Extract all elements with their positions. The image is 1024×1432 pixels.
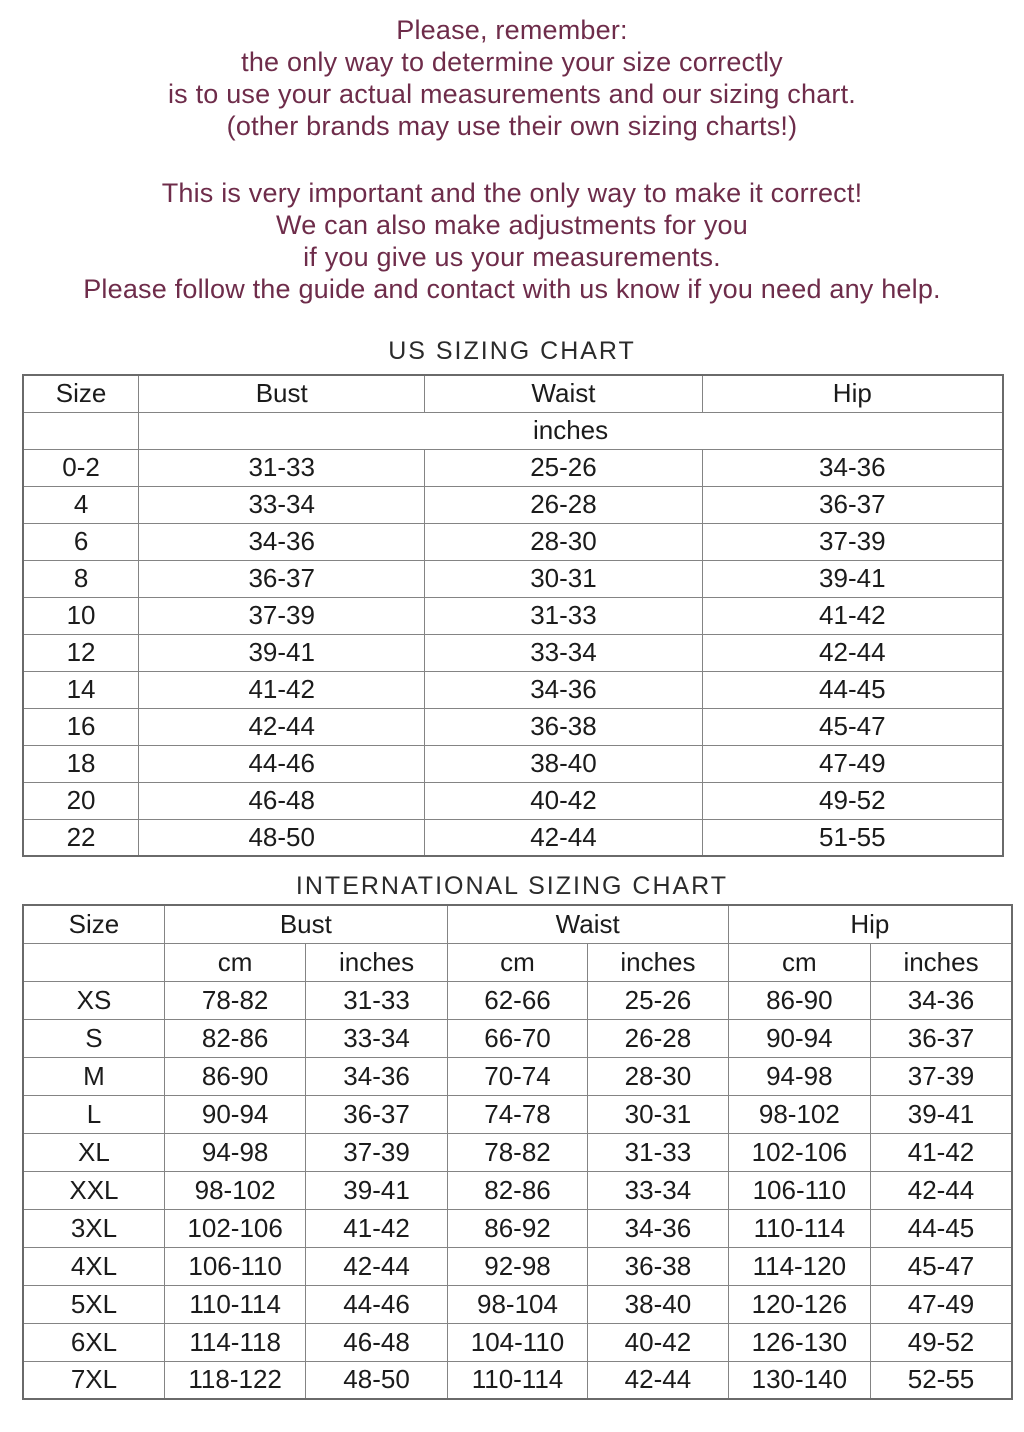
- table-cell: 42-44: [588, 1361, 728, 1399]
- column-header-size: Size: [23, 905, 164, 943]
- table-row: [23, 1133, 1012, 1171]
- table-row: [23, 1247, 1012, 1285]
- table-cell: M: [23, 1057, 164, 1095]
- column-header-waist: Waist: [425, 375, 702, 412]
- us-chart-title: US SIZING CHART: [388, 337, 636, 365]
- table-cell: 42-44: [425, 819, 702, 856]
- table-cell: 49-52: [871, 1323, 1012, 1361]
- table-cell: 37-39: [139, 597, 425, 634]
- table-cell: 26-28: [425, 486, 702, 523]
- table-cell: 8: [23, 560, 139, 597]
- table-cell: 20: [23, 782, 139, 819]
- table-cell: 48-50: [139, 819, 425, 856]
- table-row: [23, 1095, 1012, 1133]
- table-cell: 30-31: [588, 1095, 728, 1133]
- table-cell: 130-140: [728, 1361, 870, 1399]
- table-cell: 110-114: [728, 1209, 870, 1247]
- table-cell: 86-90: [728, 981, 870, 1019]
- table-cell: 37-39: [306, 1133, 447, 1171]
- table-cell: 94-98: [728, 1057, 870, 1095]
- table-cell: 34-36: [139, 523, 425, 560]
- table-cell: 39-41: [871, 1095, 1012, 1133]
- table-cell: 34-36: [306, 1057, 447, 1095]
- column-header-waist: Waist: [447, 905, 728, 943]
- table-cell: 12: [23, 634, 139, 671]
- international-sizing-table: [22, 904, 1013, 1400]
- table-cell: 45-47: [702, 708, 1003, 745]
- table-cell: 38-40: [588, 1285, 728, 1323]
- column-header-size: Size: [23, 375, 139, 412]
- table-cell: 102-106: [164, 1209, 305, 1247]
- table-cell: 33-34: [425, 634, 702, 671]
- intro-line: This is very important and the only way to make it correct!: [161, 178, 863, 208]
- unit-label-cm: cm: [447, 943, 587, 981]
- empty-cell: [23, 412, 139, 449]
- table-cell: 31-33: [306, 981, 447, 1019]
- table-cell: 86-92: [447, 1209, 587, 1247]
- table-cell: 42-44: [306, 1247, 447, 1285]
- table-cell: 46-48: [306, 1323, 447, 1361]
- table-row: [23, 1323, 1012, 1361]
- empty-cell: [23, 943, 164, 981]
- table-row: [23, 523, 1003, 560]
- table-cell: 98-102: [728, 1095, 870, 1133]
- table-row: [23, 708, 1003, 745]
- table-cell: 36-38: [425, 708, 702, 745]
- table-cell: 70-74: [447, 1057, 587, 1095]
- table-cell: 39-41: [139, 634, 425, 671]
- us-unit-row: [23, 412, 1003, 449]
- table-cell: 126-130: [728, 1323, 870, 1361]
- table-cell: 46-48: [139, 782, 425, 819]
- table-cell: 34-36: [425, 671, 702, 708]
- table-cell: 34-36: [702, 449, 1003, 486]
- intro-line: Please, remember:: [396, 15, 628, 45]
- table-cell: 102-106: [728, 1133, 870, 1171]
- table-row: [23, 981, 1012, 1019]
- column-header-hip: Hip: [728, 905, 1012, 943]
- table-row: [23, 1171, 1012, 1209]
- table-cell: 33-34: [588, 1171, 728, 1209]
- table-cell: 118-122: [164, 1361, 305, 1399]
- table-cell: 4XL: [23, 1247, 164, 1285]
- table-cell: 6: [23, 523, 139, 560]
- table-cell: 40-42: [588, 1323, 728, 1361]
- table-cell: 106-110: [728, 1171, 870, 1209]
- table-cell: 10: [23, 597, 139, 634]
- table-cell: 90-94: [728, 1019, 870, 1057]
- table-row: [23, 671, 1003, 708]
- table-cell: 28-30: [588, 1057, 728, 1095]
- table-cell: 44-46: [306, 1285, 447, 1323]
- table-cell: 82-86: [164, 1019, 305, 1057]
- table-cell: 36-37: [139, 560, 425, 597]
- table-cell: 48-50: [306, 1361, 447, 1399]
- table-cell: 7XL: [23, 1361, 164, 1399]
- table-row: [23, 1019, 1012, 1057]
- table-cell: 16: [23, 708, 139, 745]
- table-cell: 40-42: [425, 782, 702, 819]
- table-row: [23, 1285, 1012, 1323]
- table-cell: 90-94: [164, 1095, 305, 1133]
- table-cell: 114-118: [164, 1323, 305, 1361]
- intro-text-block: [0, 0, 1024, 305]
- table-cell: 4: [23, 486, 139, 523]
- table-cell: 0-2: [23, 449, 139, 486]
- table-cell: 45-47: [871, 1247, 1012, 1285]
- table-row: [23, 745, 1003, 782]
- table-cell: S: [23, 1019, 164, 1057]
- table-cell: 31-33: [139, 449, 425, 486]
- table-cell: 31-33: [588, 1133, 728, 1171]
- us-header-row: [23, 375, 1003, 412]
- table-cell: 94-98: [164, 1133, 305, 1171]
- intro-line: We can also make adjustments for you: [276, 210, 748, 240]
- table-row: [23, 560, 1003, 597]
- table-cell: 38-40: [425, 745, 702, 782]
- table-cell: 98-102: [164, 1171, 305, 1209]
- table-cell: 34-36: [588, 1209, 728, 1247]
- table-cell: 74-78: [447, 1095, 587, 1133]
- table-cell: 14: [23, 671, 139, 708]
- table-cell: 78-82: [447, 1133, 587, 1171]
- table-row: [23, 486, 1003, 523]
- table-row: [23, 1209, 1012, 1247]
- unit-label-inches: inches: [306, 943, 447, 981]
- table-cell: 82-86: [447, 1171, 587, 1209]
- table-cell: 34-36: [871, 981, 1012, 1019]
- table-cell: 49-52: [702, 782, 1003, 819]
- table-cell: 33-34: [306, 1019, 447, 1057]
- table-cell: 6XL: [23, 1323, 164, 1361]
- intro-line: if you give us your measurements.: [303, 242, 721, 272]
- table-cell: 36-37: [871, 1019, 1012, 1057]
- table-cell: XXL: [23, 1171, 164, 1209]
- intro-line: is to use your actual measurements and our sizing chart.: [167, 79, 857, 109]
- table-cell: 44-45: [871, 1209, 1012, 1247]
- table-cell: 3XL: [23, 1209, 164, 1247]
- unit-label-cm: cm: [728, 943, 870, 981]
- table-cell: 110-114: [447, 1361, 587, 1399]
- table-cell: L: [23, 1095, 164, 1133]
- table-cell: 104-110: [447, 1323, 587, 1361]
- unit-label-inches: inches: [871, 943, 1012, 981]
- unit-label-inches: inches: [139, 412, 1003, 449]
- table-cell: 22: [23, 819, 139, 856]
- table-row: [23, 597, 1003, 634]
- table-row: [23, 782, 1003, 819]
- international-chart-title: INTERNATIONAL SIZING CHART: [295, 872, 729, 900]
- table-cell: 42-44: [702, 634, 1003, 671]
- intro-line: Please follow the guide and contact with us know if you need any help.: [83, 274, 941, 304]
- unit-label-cm: cm: [164, 943, 305, 981]
- table-cell: 114-120: [728, 1247, 870, 1285]
- table-cell: 33-34: [139, 486, 425, 523]
- paragraph-spacer: [0, 142, 1024, 177]
- table-cell: 47-49: [702, 745, 1003, 782]
- table-cell: 39-41: [306, 1171, 447, 1209]
- table-row: [23, 1361, 1012, 1399]
- column-header-hip: Hip: [702, 375, 1003, 412]
- table-cell: 25-26: [425, 449, 702, 486]
- intro-line: (other brands may use their own sizing charts!): [226, 111, 798, 141]
- table-cell: 42-44: [139, 708, 425, 745]
- table-cell: 25-26: [588, 981, 728, 1019]
- table-cell: XS: [23, 981, 164, 1019]
- table-cell: 44-45: [702, 671, 1003, 708]
- table-cell: 36-37: [306, 1095, 447, 1133]
- table-cell: 18: [23, 745, 139, 782]
- table-cell: 42-44: [871, 1171, 1012, 1209]
- table-cell: 51-55: [702, 819, 1003, 856]
- table-row: [23, 819, 1003, 856]
- table-cell: 41-42: [139, 671, 425, 708]
- table-cell: 52-55: [871, 1361, 1012, 1399]
- table-cell: 62-66: [447, 981, 587, 1019]
- table-cell: 41-42: [306, 1209, 447, 1247]
- table-cell: 36-38: [588, 1247, 728, 1285]
- intl-unit-row: [23, 943, 1012, 981]
- unit-label-inches: inches: [588, 943, 728, 981]
- table-row: [23, 1057, 1012, 1095]
- table-cell: 41-42: [871, 1133, 1012, 1171]
- table-cell: 44-46: [139, 745, 425, 782]
- table-cell: 98-104: [447, 1285, 587, 1323]
- table-cell: 31-33: [425, 597, 702, 634]
- column-header-bust: Bust: [164, 905, 447, 943]
- table-cell: 26-28: [588, 1019, 728, 1057]
- table-cell: 5XL: [23, 1285, 164, 1323]
- table-cell: 39-41: [702, 560, 1003, 597]
- table-cell: 92-98: [447, 1247, 587, 1285]
- table-cell: 47-49: [871, 1285, 1012, 1323]
- table-cell: 86-90: [164, 1057, 305, 1095]
- table-cell: 28-30: [425, 523, 702, 560]
- table-cell: 37-39: [871, 1057, 1012, 1095]
- table-row: [23, 634, 1003, 671]
- table-cell: 120-126: [728, 1285, 870, 1323]
- intl-header-row: [23, 905, 1012, 943]
- column-header-bust: Bust: [139, 375, 425, 412]
- table-cell: XL: [23, 1133, 164, 1171]
- intro-line: the only way to determine your size correctly: [241, 47, 783, 77]
- table-cell: 37-39: [702, 523, 1003, 560]
- table-cell: 106-110: [164, 1247, 305, 1285]
- table-cell: 110-114: [164, 1285, 305, 1323]
- table-cell: 36-37: [702, 486, 1003, 523]
- us-sizing-table: [22, 374, 1004, 857]
- table-cell: 78-82: [164, 981, 305, 1019]
- table-cell: 41-42: [702, 597, 1003, 634]
- table-cell: 30-31: [425, 560, 702, 597]
- table-cell: 66-70: [447, 1019, 587, 1057]
- table-row: [23, 449, 1003, 486]
